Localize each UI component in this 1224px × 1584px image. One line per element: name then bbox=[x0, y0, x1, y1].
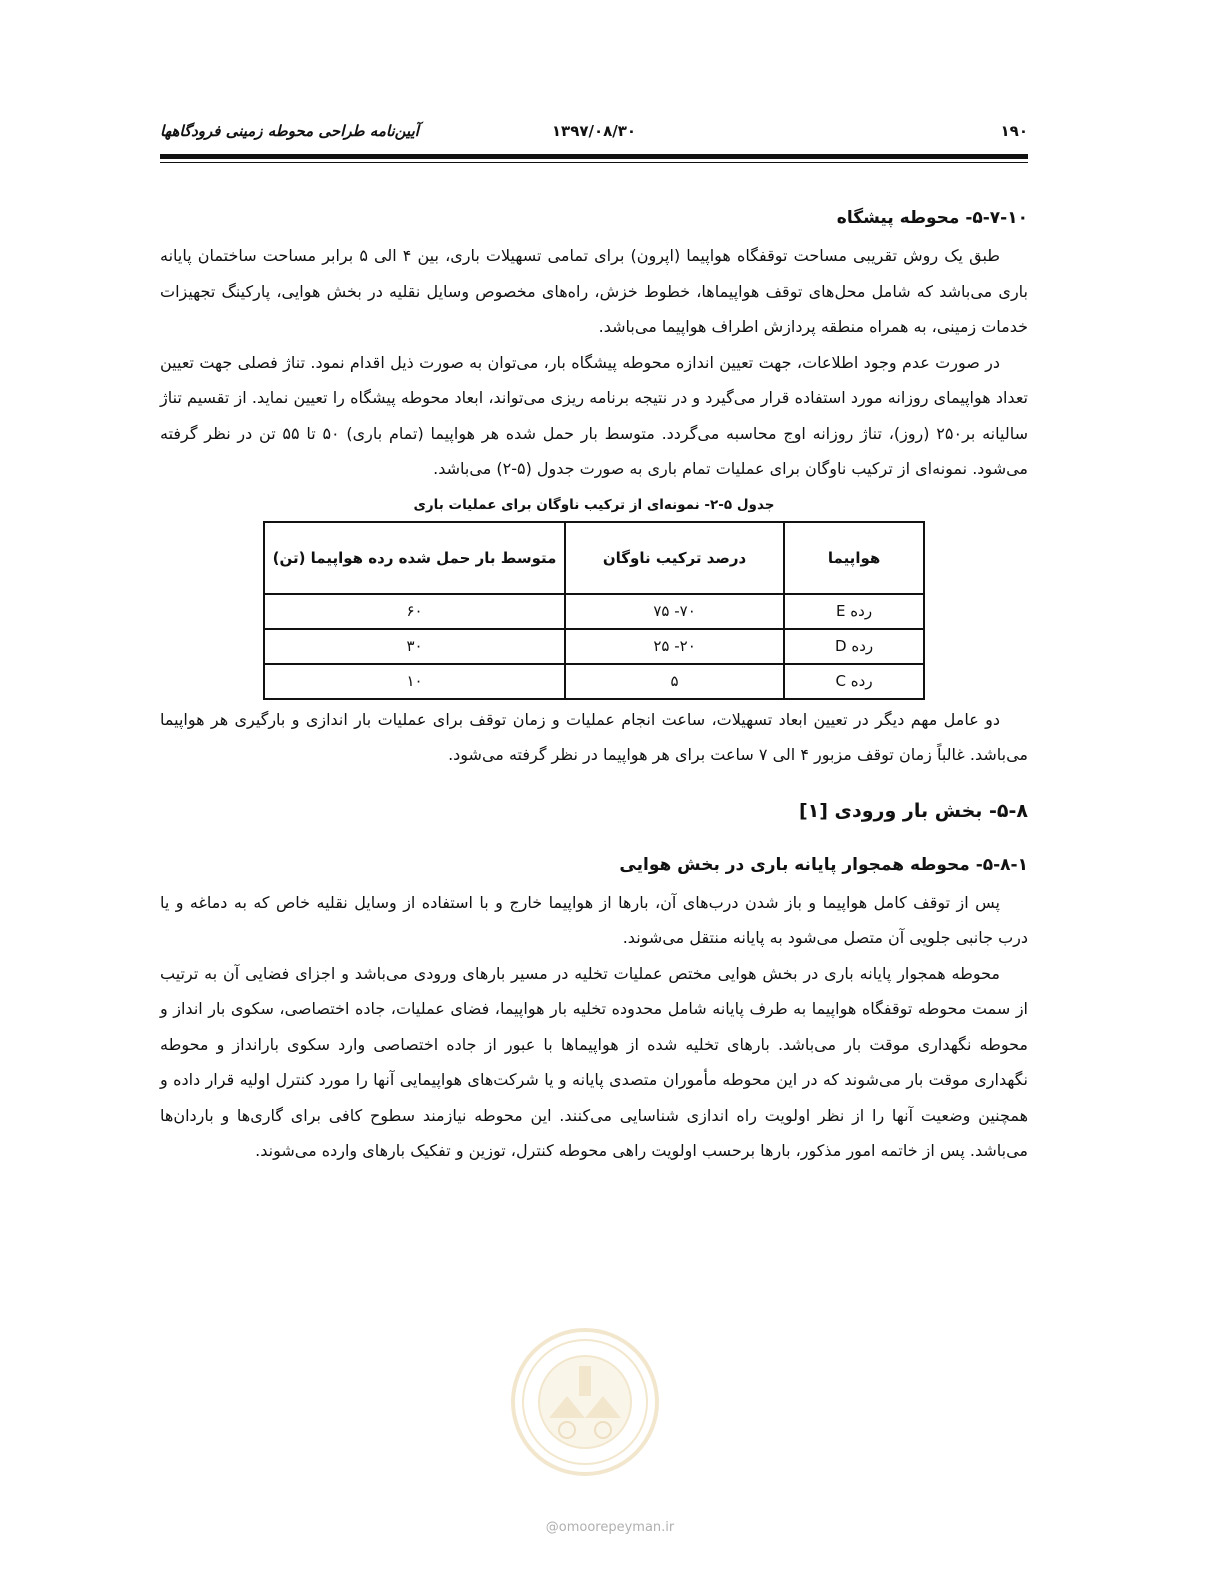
paragraph: در صورت عدم وجود اطلاعات، جهت تعیین اندازه محوطه پیشگاه بار، می‌توان به صورت ذیل اقدام نمود. تناژ فصلی جهت تعیین تعداد هواپیمای روزانه مورد استفاده قرار می‌گیرد و در نتیجه برنامه ریزی می‌تواند، ابعاد محوطه پیشگاه را تعیین نماید. از تقسیم تناژ سالیانه بر۲۵۰ (روز)، تناژ روزانه اوج محاسبه می‌گردد. متوسط بار حمل شده هر هواپیما (تمام باری) ۵۰ تا ۵۵ تن در نظر گرفته می‌شود. نمونه‌ای از ترکیب ناوگان برای عملیات تمام باری به صورت جدول (۵-۲) می‌باشد. bbox=[160, 352, 1028, 478]
fleet-mix-table bbox=[263, 521, 925, 700]
subsection-heading: ۵-۸-۱- محوطه همجوار پایانه باری در بخش هوایی bbox=[619, 854, 1028, 875]
footer-url: @omoorepeyman.ir bbox=[545, 1520, 675, 1535]
paragraph: دو عامل مهم دیگر در تعیین ابعاد تسهیلات، ساعت انجام عملیات و زمان توقف برای عملیات بار اندازی و بارگیری هر هواپیما می‌باشد. غالباً زمان توقف مزبور ۴ الی ۷ ساعت برای هر هواپیما در نظر گرفته می‌شود. bbox=[160, 709, 1028, 764]
section-heading: ۵-۷-۱۰- محوطه پیشگاه bbox=[836, 208, 1028, 228]
paragraph: پس از توقف کامل هواپیما و باز شدن درب‌های آن، بارها از هواپیما خارج و با استفاده از وسایل نقلیه خاص که به دماغه و یا درب جانبی جلویی آن متصل می‌شود به پایانه منتقل می‌شوند. bbox=[160, 892, 1028, 947]
table-cell: ۶۰ bbox=[264, 594, 565, 629]
table-cell: رده C bbox=[784, 664, 924, 699]
document-title: آیین‌نامه طراحی محوطه زمینی فرودگاهها bbox=[160, 122, 419, 140]
table-cell: ۷۰- ۷۵ bbox=[565, 594, 784, 629]
header-rule-thick bbox=[160, 154, 1028, 159]
section-heading: ۵-۸- بخش بار ورودی [۱] bbox=[798, 799, 1028, 822]
table-row bbox=[264, 664, 924, 699]
table-row bbox=[264, 594, 924, 629]
page-number: ۱۹۰ bbox=[1000, 122, 1028, 140]
table-cell: ۲۰- ۲۵ bbox=[565, 629, 784, 664]
table-cell: ۳۰ bbox=[264, 629, 565, 664]
column-header: درصد ترکیب ناوگان bbox=[565, 522, 784, 594]
table-cell: رده E bbox=[784, 594, 924, 629]
header-rule-thin bbox=[160, 162, 1028, 163]
table-cell: رده D bbox=[784, 629, 924, 664]
paragraph: طبق یک روش تقریبی مساحت توقفگاه هواپیما (اپرون) برای تمامی تسهیلات باری، بین ۴ الی ۵ برابر مساحت ساختمان پایانه باری می‌باشد که شامل محل‌های توقف هواپیماها، خطوط خزش، راه‌های مخصوص وسایل نقلیه در بخش هوایی، پارکینگ تجهیزات خدمات زمینی، به همراه منطقه پردازش اطراف هواپیما می‌باشد. bbox=[160, 246, 1028, 336]
table-header-row bbox=[264, 522, 924, 594]
paragraph: محوطه همجوار پایانه باری در بخش هوایی مختص عملیات تخلیه در مسیر بارهای ورودی می‌باشد و اجزای فضایی آن به ترتیب از سمت محوطه توقفگاه هواپیما به طرف پایانه شامل محدوده تخلیه بار هواپیما، فضای عملیات، جاده اختصاصی، سکوی بار انداز و محوطه نگهداری موقت بار می‌باشد. بارهای تخلیه شده از هواپیماها با عبور از جاده اختصاصی وارد سکوی بارانداز و محوطه نگهداری موقت بار می‌شوند که در این محوطه مأموران متصدی پایانه و یا شرکت‌های هواپیمایی آنها را مورد کنترل اولیه قرار داده و همچنین وضعیت آنها را از نظر اولویت راه اندازی شناسایی می‌کنند. این محوطه نیازمند سطوح کافی برای گاری‌ها و باردان‌ها می‌باشد. پس از خاتمه امور مذکور، بارها برحسب اولویت راهی محوطه کنترل، توزین و تفکیک بارهای وارده می‌شوند. bbox=[160, 963, 1028, 1160]
page-header bbox=[160, 122, 1028, 146]
watermark-seal-icon bbox=[509, 1326, 661, 1478]
header-date: ۱۳۹۷/۰۸/۳۰ bbox=[551, 122, 637, 140]
table-cell: ۱۰ bbox=[264, 664, 565, 699]
page-body bbox=[160, 198, 1028, 1169]
table-cell: ۵ bbox=[565, 664, 784, 699]
table-caption: جدول ۵-۲- نمونه‌ای از ترکیب ناوگان برای عملیات باری bbox=[413, 496, 775, 513]
column-header: هواپیما bbox=[784, 522, 924, 594]
column-header: متوسط بار حمل شده رده هواپیما (تن) bbox=[264, 522, 565, 594]
table-row bbox=[264, 629, 924, 664]
